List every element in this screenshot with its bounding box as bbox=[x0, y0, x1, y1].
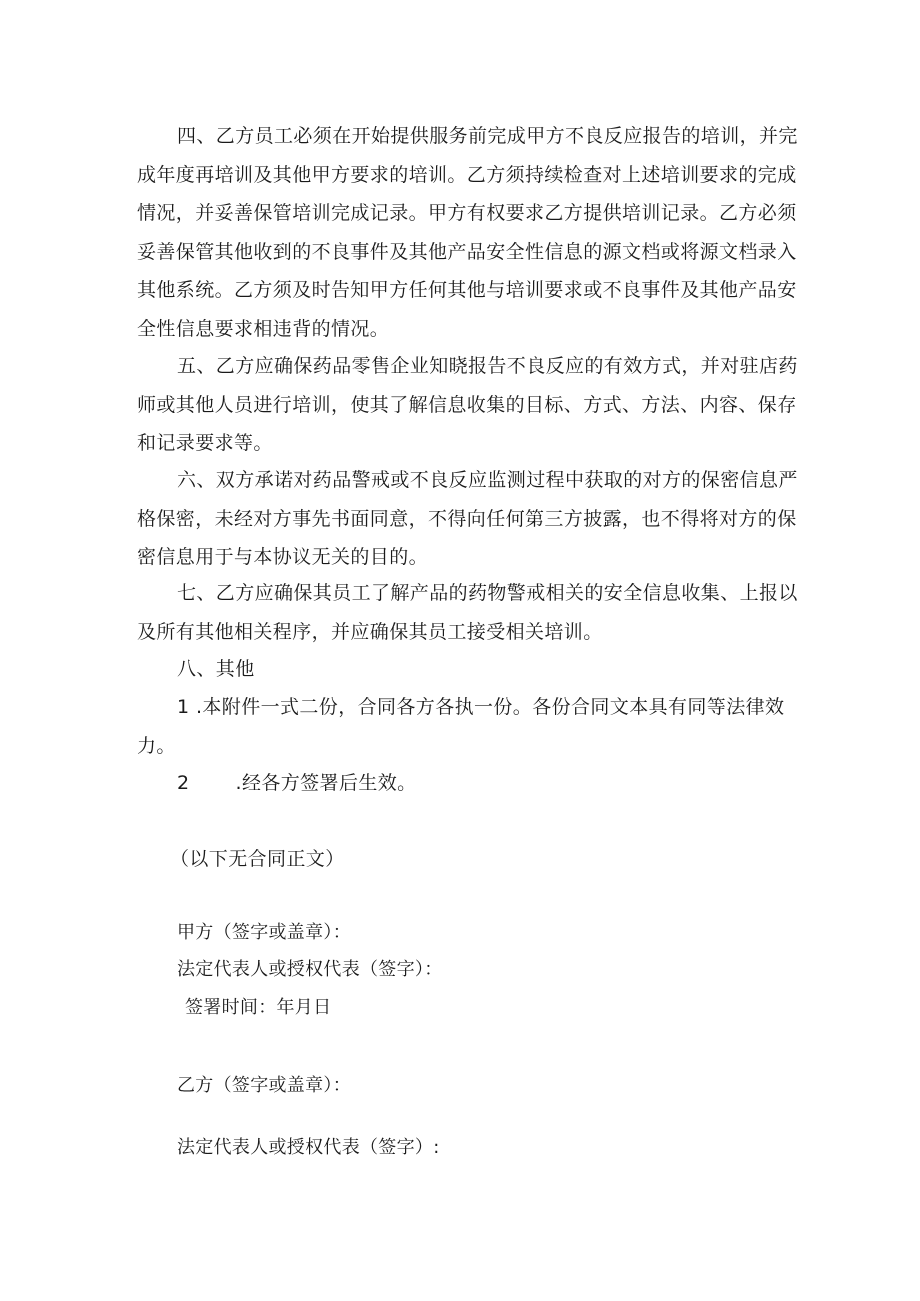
item-two bbox=[177, 764, 417, 802]
party-b-signature: 乙方（签字或盖章）： bbox=[177, 1075, 351, 1096]
party-a-representative: 法定代表人或授权代表（签字）： bbox=[177, 959, 443, 980]
item-two-text: .经各方签署后生效。 bbox=[235, 772, 417, 794]
party-a-sign-date: 签署时间：年月日 bbox=[185, 997, 332, 1018]
clause-five: 五、乙方应确保药品零售企业知晓报告不良反应的有效方式，并对驻店药师或其他人员进行培训，使其了解信息收集的目标、方式、方法、内容、保存和记录要求等。 bbox=[137, 355, 798, 454]
end-of-contract-note: （以下无合同正文） bbox=[170, 848, 345, 870]
clause-seven: 七、乙方应确保其员工了解产品的药物警戒相关的安全信息收集、上报以及所有其他相关程序，并应确保其员工接受相关培训。 bbox=[137, 582, 798, 643]
item-one-number: 1 bbox=[177, 696, 190, 718]
party-a-signature: 甲方（签字或盖章）： bbox=[177, 922, 351, 943]
item-one bbox=[137, 688, 807, 765]
item-two-number: 2 bbox=[177, 772, 190, 794]
clause-six: 六、双方承诺对药品警戒或不良反应监测过程中获取的对方的保密信息严格保密，未经对方事先书面同意，不得向任何第三方披露，也不得将对方的保密信息用于与本协议无关的目的。 bbox=[137, 469, 798, 568]
item-one-text: .本附件一式二份，合同各方各执一份。各份合同文本具有同等法律效力。 bbox=[137, 696, 785, 757]
clause-eight-heading: 八、其他 bbox=[177, 658, 255, 680]
party-b-representative: 法定代表人或授权代表（签字）: bbox=[177, 1137, 440, 1158]
clause-four: 四、乙方员工必须在开始提供服务前完成甲方不良反应报告的培训，并完成年度再培训及其他甲方要求的培训。乙方须持续检查对上述培训要求的完成情况，并妥善保管培训完成记录。甲方有权要求乙方提供培训记录。乙方必须妥善保管其他收到的不良事件及其他产品安全性信息的源文档或将源文档录入其他系统。乙方须及时告知甲方任何其他与培训要求或不良事件及其他产品安全性信息要求相违背的情况。 bbox=[137, 125, 798, 340]
